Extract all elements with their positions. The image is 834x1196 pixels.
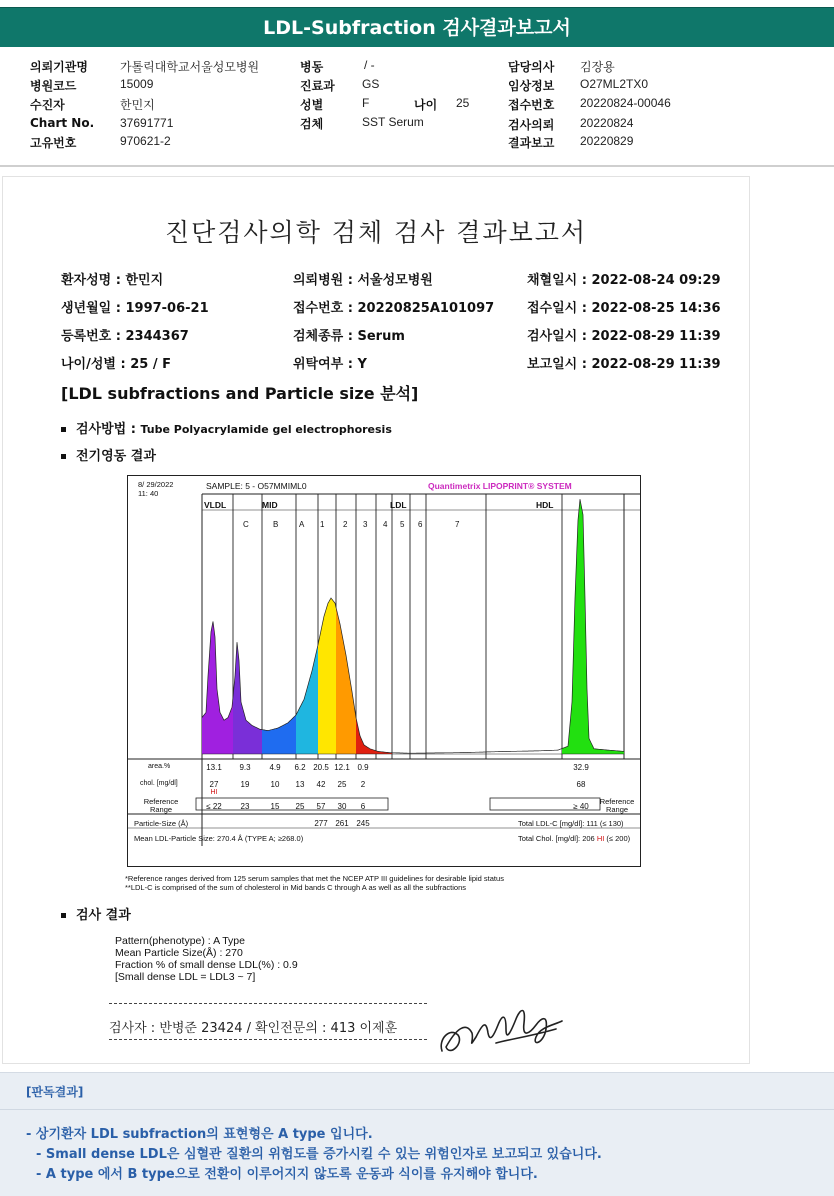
- info-value-clinical: O27ML2TX0: [580, 77, 649, 91]
- interpretation-panel: [0, 1072, 834, 1196]
- info-value-ward: / -: [364, 58, 375, 72]
- bullet-dot: [61, 427, 66, 432]
- field-accession-no: 접수번호 : 20220825A101097: [293, 301, 495, 316]
- info-label-hospital-code: 병원코드: [30, 79, 77, 93]
- signature-divider-bottom: [109, 1039, 427, 1040]
- chol-value: 2: [360, 780, 366, 789]
- chol-value: 25: [337, 780, 347, 789]
- report-title-bar: LDL-Subfraction 검사결과보고서: [0, 7, 834, 47]
- ldl1-area: [318, 598, 336, 754]
- chart-date: 8/ 29/2022: [138, 480, 174, 489]
- chart-time: 11: 40: [138, 489, 159, 498]
- info-label-ward: 병동: [300, 60, 324, 74]
- band-label: B: [273, 520, 279, 529]
- field-requesting-hospital: 의뢰병원 : 서울성모병원: [293, 273, 433, 288]
- row-label-chol: chol. [mg/dl]: [140, 780, 178, 787]
- report-heading: 진단검사의학 검체 검사 결과보고서: [164, 218, 588, 247]
- area-value: 20.5: [313, 763, 329, 772]
- info-label-doctor: 담당의사: [508, 60, 555, 74]
- row-label-reference: Reference Range: [143, 797, 179, 814]
- total-cholesterol: [518, 834, 630, 843]
- info-value-age: 25: [456, 96, 470, 110]
- info-value-sex: F: [362, 96, 370, 110]
- result-summary: [115, 935, 298, 983]
- area-value: 0.9: [357, 763, 369, 772]
- particle-value: 245: [356, 819, 370, 828]
- info-value-department: GS: [362, 77, 380, 91]
- hdl-area-value: 32.9: [573, 763, 589, 772]
- area-value: 12.1: [334, 763, 350, 772]
- field-test-time: 검사일시 : 2022-08-29 11:39: [527, 329, 721, 344]
- report-document: [2, 176, 750, 1064]
- reference-value: 30: [337, 802, 347, 811]
- field-birth-date: 생년월일 : 1997-06-21: [61, 301, 209, 316]
- field-collection-time: 채혈일시 : 2022-08-24 09:29: [527, 273, 721, 288]
- result-sdldl-fraction: Fraction % of small dense LDL(%) : 0.9: [115, 959, 298, 971]
- field-age-sex: 나이/성별 : 25 / F: [61, 357, 172, 372]
- info-value-accession: 20220824-00046: [580, 96, 671, 110]
- method-bullet: [61, 418, 392, 437]
- chol-value: 10: [270, 780, 280, 789]
- info-label-patient: 수진자: [30, 98, 65, 112]
- reference-value: 57: [316, 802, 326, 811]
- interpretation-heading: [판독결과]: [26, 1085, 84, 1099]
- mid-b-area: [262, 715, 296, 754]
- doctor-signature: [436, 999, 571, 1063]
- band-label: 1: [320, 520, 325, 529]
- info-label-chart-no: Chart No.: [30, 116, 95, 130]
- info-value-chart-no: 37691771: [120, 116, 174, 130]
- interpretation-line-3: - A type 에서 B type으로 전환이 이루어지지 않도록 운동과 식이를 유지해야 합니다.: [36, 1167, 538, 1182]
- chol-value: 13: [295, 780, 305, 789]
- info-label-request-date: 검사의뢰: [508, 118, 555, 132]
- mid-c-area: [233, 642, 262, 754]
- header-divider: [0, 165, 834, 167]
- chol-value: 19: [240, 780, 250, 789]
- total-ldl-c: Total LDL-C [mg/dl]: 111 (≤ 130): [518, 819, 624, 828]
- info-label-institution: 의뢰기관명: [30, 60, 88, 74]
- electro-label: 전기영동 결과: [76, 449, 156, 464]
- info-value-patient: 한민지: [120, 98, 155, 112]
- group-label-vldl: VLDL: [204, 500, 227, 510]
- reference-value: 6: [360, 802, 366, 811]
- info-value-report-date: 20220829: [580, 134, 634, 148]
- vldl-area: [202, 621, 233, 754]
- area-value: 6.2: [294, 763, 306, 772]
- field-patient-name: 환자성명 : 한민지: [61, 273, 164, 288]
- hdl-chol-value: 68: [576, 780, 586, 789]
- info-value-unique-no: 970621-2: [120, 134, 171, 148]
- area-value: 9.3: [239, 763, 251, 772]
- result-bullet: [61, 904, 131, 923]
- particle-value: 261: [335, 819, 349, 828]
- field-received-time: 접수일시 : 2022-08-25 14:36: [527, 301, 721, 316]
- section-heading: [LDL subfractions and Particle size 분석]: [61, 384, 419, 403]
- bullet-dot: [61, 913, 66, 918]
- profile-curve: [202, 499, 624, 753]
- reference-value: 23: [240, 802, 250, 811]
- result-sdldl-definition: [Small dense LDL = LDL3 ~ 7]: [115, 971, 256, 983]
- ldl2-area: [336, 607, 356, 754]
- info-label-clinical: 임상정보: [508, 79, 555, 93]
- reference-notes: [125, 874, 504, 892]
- info-label-department: 진료과: [300, 79, 335, 93]
- field-registration-no: 등록번호 : 2344367: [61, 329, 189, 344]
- row-label-particle: Particle-Size (Å): [134, 819, 189, 828]
- mid-a-area: [296, 645, 318, 754]
- bullet-dot: [61, 454, 66, 459]
- chol-value: 42: [316, 780, 326, 789]
- info-label-accession: 접수번호: [508, 98, 555, 112]
- interpretation-line-1: - 상기환자 LDL subfraction의 표현형은 A type 입니다.: [26, 1127, 373, 1142]
- band-label: 7: [455, 520, 460, 529]
- interpretation-line-2: - Small dense LDL은 심혈관 질환의 위험도를 증가시킬 수 있는 위험인자로 보고되고 있습니다.: [36, 1147, 602, 1162]
- band-label: C: [243, 520, 249, 529]
- band-label: 4: [383, 520, 388, 529]
- hdl-reference-value: ≥ 40: [573, 802, 589, 811]
- note-line: *Reference ranges derived from 125 serum samples that met the NCEP ATP III guidelines for desirable lipid status: [125, 874, 504, 883]
- band-label: 3: [363, 520, 368, 529]
- method-value: Tube Polyacrylamide gel electrophoresis: [140, 423, 392, 436]
- inspector-line: 검사자 : 반병준 23424 / 확인전문의 : 413 이제훈: [109, 1021, 398, 1036]
- group-label-hdl: HDL: [536, 500, 554, 510]
- result-mean-size: Mean Particle Size(Å) : 270: [115, 947, 243, 959]
- info-label-unique-no: 고유번호: [30, 136, 77, 150]
- field-report-time: 보고일시 : 2022-08-29 11:39: [527, 357, 721, 372]
- note-line: **LDL-C is comprised of the sum of cholesterol in Mid bands C through A as well as all the subfractions: [125, 883, 467, 892]
- result-label: 검사 결과: [76, 908, 131, 923]
- hdl-area: [562, 499, 624, 754]
- area-value: 4.9: [269, 763, 281, 772]
- reference-value: 25: [295, 802, 305, 811]
- field-specimen-type: 검체종류 : Serum: [293, 329, 405, 344]
- info-value-institution: 가톨릭대학교서울성모병원: [120, 60, 260, 74]
- method-label: 검사방법 :: [76, 422, 136, 437]
- total-chol-hi-flag: HI: [596, 834, 605, 843]
- electro-bullet: [61, 445, 156, 464]
- patient-info-panel: [0, 54, 834, 166]
- reference-value: 15: [270, 802, 280, 811]
- mean-ldl-size: Mean LDL-Particle Size: 270.4 Å (TYPE A; ≥268.0): [134, 834, 304, 843]
- area-value: 13.1: [206, 763, 222, 772]
- info-label-age: 나이: [414, 98, 438, 112]
- high-flag: HI: [210, 789, 218, 796]
- band-label: 6: [418, 520, 423, 529]
- result-pattern: Pattern(phenotype) : A Type: [115, 935, 245, 947]
- chart-sample: SAMPLE: 5 - O57MMIML0: [206, 481, 307, 491]
- info-label-specimen: 검체: [300, 117, 324, 131]
- info-label-sex: 성별: [300, 98, 324, 112]
- lipoprint-chart: [127, 475, 641, 867]
- info-value-hospital-code: 15009: [120, 77, 154, 91]
- particle-value: 277: [314, 819, 328, 828]
- info-value-doctor: 김장용: [580, 60, 615, 74]
- row-label-area: area.%: [148, 763, 171, 770]
- ldl3-area: [356, 718, 376, 754]
- signature-divider-top: [109, 1003, 427, 1004]
- chol-value: 27: [209, 780, 219, 789]
- total-chol-label: Total Chol. [mg/dl]: 206: [518, 834, 595, 843]
- chart-system-title: Quantimetrix LIPOPRINT® SYSTEM: [428, 481, 572, 491]
- total-chol-reference: (≤ 200): [606, 834, 631, 843]
- info-value-request-date: 20220824: [580, 116, 634, 130]
- band-label: A: [299, 520, 305, 529]
- band-label: 5: [400, 520, 405, 529]
- group-label-mid: MID: [262, 500, 278, 510]
- field-referral: 위탁여부 : Y: [293, 357, 367, 372]
- info-label-report-date: 결과보고: [508, 136, 555, 150]
- row-label-reference-right: Reference Range: [599, 797, 635, 814]
- info-value-specimen: SST Serum: [362, 115, 424, 129]
- interpretation-divider: [0, 1109, 834, 1110]
- group-label-ldl: LDL: [390, 500, 407, 510]
- reference-value: ≤ 22: [206, 802, 222, 811]
- band-label: 2: [343, 520, 348, 529]
